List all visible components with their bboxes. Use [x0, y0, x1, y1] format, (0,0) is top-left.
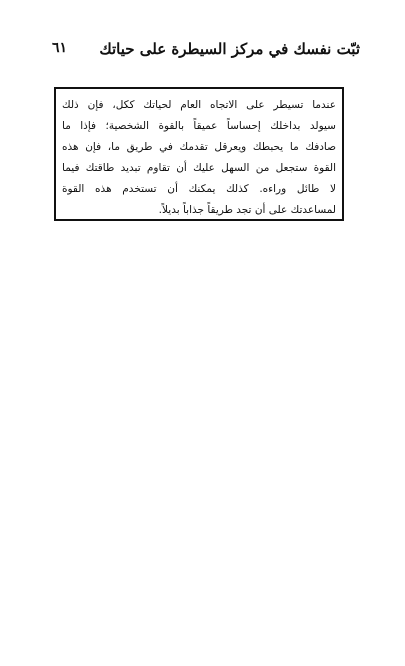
running-header: [52, 40, 360, 66]
paragraph-line: القوة ستجعل من السهل عليك أن تقاوم تبديد طاقتك فيما: [62, 162, 336, 174]
paragraph-line: صادفك ما يحبطك ويعرقل تقدمك في طريق ما، فإن هذه: [62, 141, 336, 153]
quote-box: [54, 87, 344, 221]
page-number: ٦١: [52, 40, 68, 56]
paragraph-line: لمساعدتك على أن تجد طريقاً جذاباً بديلاً.: [158, 204, 336, 216]
chapter-title: ثبّت نفسك في مركز السيطرة على حياتك: [99, 40, 360, 58]
paragraph-line: عندما تسيطر على الاتجاه العام لحياتك ككل، فإن ذلك: [62, 99, 336, 111]
paragraph-line: لا طائل وراءه. كذلك يمكنك أن تستخدم هذه القوة: [62, 183, 336, 195]
paragraph-line: سيولد بداخلك إحساساً عميقاً بالقوة الشخصية؛ فإذا ما: [62, 120, 336, 132]
